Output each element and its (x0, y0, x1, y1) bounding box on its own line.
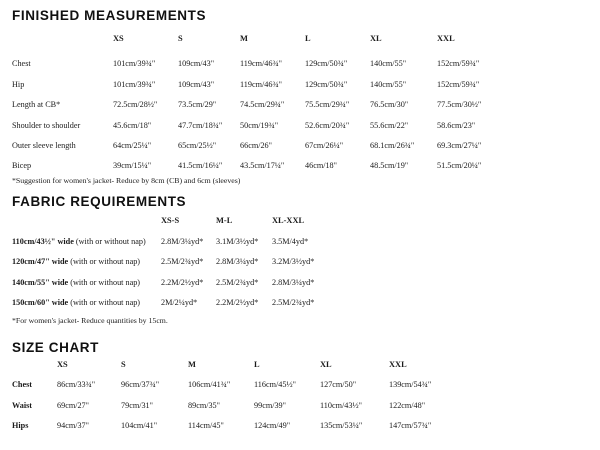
size-header: XS (57, 360, 68, 369)
measurement-cell: 89cm/35" (188, 401, 220, 410)
yardage-cell: 2.2M/2½yd* (216, 298, 259, 307)
fabric-width-label (12, 237, 146, 247)
measurement-cell: 129cm/50¾" (305, 80, 348, 89)
measurement-cell: 116cm/45½" (254, 380, 296, 389)
row-label: Length at CB* (12, 100, 61, 109)
measurement-cell: 46cm/18" (305, 161, 337, 170)
size-header: XXL (389, 360, 407, 369)
fabric-width: 120cm/47" wide (12, 257, 69, 266)
measurement-cell: 101cm/39¾" (113, 59, 156, 68)
size-chart-heading: SIZE CHART (12, 340, 99, 355)
measurement-cell: 48.5cm/19" (370, 161, 409, 170)
row-label: Chest (12, 380, 33, 389)
row-label: Waist (12, 401, 33, 410)
size-header: M (240, 34, 248, 43)
row-label: Bicep (12, 161, 32, 170)
nap-note: (with or without nap) (70, 278, 141, 287)
measurement-cell: 122cm/48" (389, 401, 426, 410)
measurement-cell: 77.5cm/30½" (437, 100, 482, 109)
measurement-cell: 99cm/39" (254, 401, 286, 410)
measurement-cell: 39cm/15¼" (113, 161, 152, 170)
row-label: Hip (12, 80, 25, 89)
row-label: Chest (12, 59, 31, 68)
measurement-cell: 74.5cm/29¾" (240, 100, 285, 109)
measurement-cell: 75.5cm/29¾" (305, 100, 350, 109)
measurement-cell: 106cm/41¾" (188, 380, 231, 389)
yardage-cell: 2.5M/2¾yd* (272, 298, 315, 307)
size-header: S (178, 34, 183, 43)
measurement-cell: 139cm/54¾" (389, 380, 432, 389)
fabric-width: 150cm/60" wide (12, 298, 69, 307)
finished-measurements-note: *Suggestion for women's jacket- Reduce by 8cm (CB) and 6cm (sleeves) (12, 176, 241, 185)
measurement-cell: 96cm/37¾" (121, 380, 160, 389)
yardage-cell: 3.1M/3½yd* (216, 237, 259, 246)
measurement-cell: 79cm/31" (121, 401, 153, 410)
measurement-cell: 152cm/59¾" (437, 80, 480, 89)
measurement-cell: 129cm/50¾" (305, 59, 348, 68)
yardage-cell: 3.5M/4yd* (272, 237, 309, 246)
yardage-cell: 2.5M/2¾yd* (161, 257, 204, 266)
fabric-width-label (12, 257, 140, 267)
measurement-cell: 110cm/43½" (320, 401, 362, 410)
measurement-cell: 152cm/59¾" (437, 59, 480, 68)
fabric-width-label (12, 298, 140, 308)
measurement-cell: 69cm/27" (57, 401, 89, 410)
row-label: Hips (12, 421, 29, 430)
yardage-cell: 2M/2¼yd* (161, 298, 198, 307)
row-label: Shoulder to shoulder (12, 121, 81, 130)
measurement-cell: 114cm/45" (188, 421, 224, 430)
fabric-width-label (12, 278, 140, 288)
fabric-requirements-heading: FABRIC REQUIREMENTS (12, 194, 187, 209)
measurement-cell: 140cm/55" (370, 59, 407, 68)
yardage-cell: 2.8M/3¼yd* (272, 278, 315, 287)
measurement-cell: 67cm/26¼" (305, 141, 344, 150)
size-header: XL (320, 360, 332, 369)
measurement-cell: 76.5cm/30" (370, 100, 409, 109)
measurement-cell: 124cm/49" (254, 421, 291, 430)
measurement-cell: 50cm/19¾" (240, 121, 279, 130)
measurement-cell: 43.5cm/17¼" (240, 161, 285, 170)
yardage-cell: 3.2M/3½yd* (272, 257, 315, 266)
measurement-cell: 140cm/55" (370, 80, 407, 89)
measurement-cell: 104cm/41" (121, 421, 158, 430)
measurement-cell: 109cm/43" (178, 80, 215, 89)
measurement-cell: 52.6cm/20¾" (305, 121, 350, 130)
measurement-cell: 94cm/37" (57, 421, 89, 430)
size-header: XL (370, 34, 382, 43)
measurement-cell: 73.5cm/29" (178, 100, 217, 109)
size-header: XS (113, 34, 124, 43)
yardage-cell: 2.8M/3¼yd* (216, 257, 259, 266)
measurement-cell: 65cm/25½" (178, 141, 217, 150)
measurement-cell: 68.1cm/26¾" (370, 141, 415, 150)
yardage-cell: 2.5M/2¾yd* (216, 278, 259, 287)
size-header: S (121, 360, 126, 369)
yardage-cell: 2.8M/3¼yd* (161, 237, 204, 246)
size-group-header: XL-XXL (272, 216, 305, 225)
size-group-header: M-L (216, 216, 233, 225)
measurement-cell: 51.5cm/20¼" (437, 161, 482, 170)
measurement-cell: 66cm/26" (240, 141, 272, 150)
fabric-width: 110cm/43½" wide (12, 237, 74, 246)
measurement-cell: 119cm/46¾" (240, 80, 282, 89)
measurement-cell: 55.6cm/22" (370, 121, 409, 130)
finished-measurements-heading: FINISHED MEASUREMENTS (12, 8, 207, 23)
measurement-cell: 119cm/46¾" (240, 59, 282, 68)
size-header: M (188, 360, 196, 369)
measurement-cell: 135cm/53¼" (320, 421, 363, 430)
measurement-cell: 86cm/33¾" (57, 380, 96, 389)
measurement-cell: 101cm/39¾" (113, 80, 156, 89)
measurement-cell: 147cm/57¾" (389, 421, 432, 430)
nap-note: (with or without nap) (75, 237, 146, 246)
yardage-cell: 2.2M/2½yd* (161, 278, 204, 287)
measurement-cell: 47.7cm/18¾" (178, 121, 223, 130)
measurement-cell: 72.5cm/28½" (113, 100, 158, 109)
measurement-cell: 127cm/50" (320, 380, 357, 389)
size-header: L (305, 34, 311, 43)
fabric-requirements-note: *For women's jacket- Reduce quantities by 15cm. (12, 316, 168, 325)
size-header: XXL (437, 34, 455, 43)
measurement-cell: 64cm/25¼" (113, 141, 152, 150)
measurement-cell: 69.3cm/27¼" (437, 141, 482, 150)
nap-note: (with or without nap) (70, 257, 141, 266)
size-header: L (254, 360, 260, 369)
measurement-cell: 58.6cm/23" (437, 121, 476, 130)
measurement-cell: 45.6cm/18" (113, 121, 152, 130)
row-label: Outer sleeve length (12, 141, 76, 150)
size-group-header: XS-S (161, 216, 180, 225)
fabric-width: 140cm/55" wide (12, 278, 69, 287)
nap-note: (with or without nap) (70, 298, 141, 307)
measurement-cell: 41.5cm/16¼" (178, 161, 223, 170)
measurement-cell: 109cm/43" (178, 59, 215, 68)
